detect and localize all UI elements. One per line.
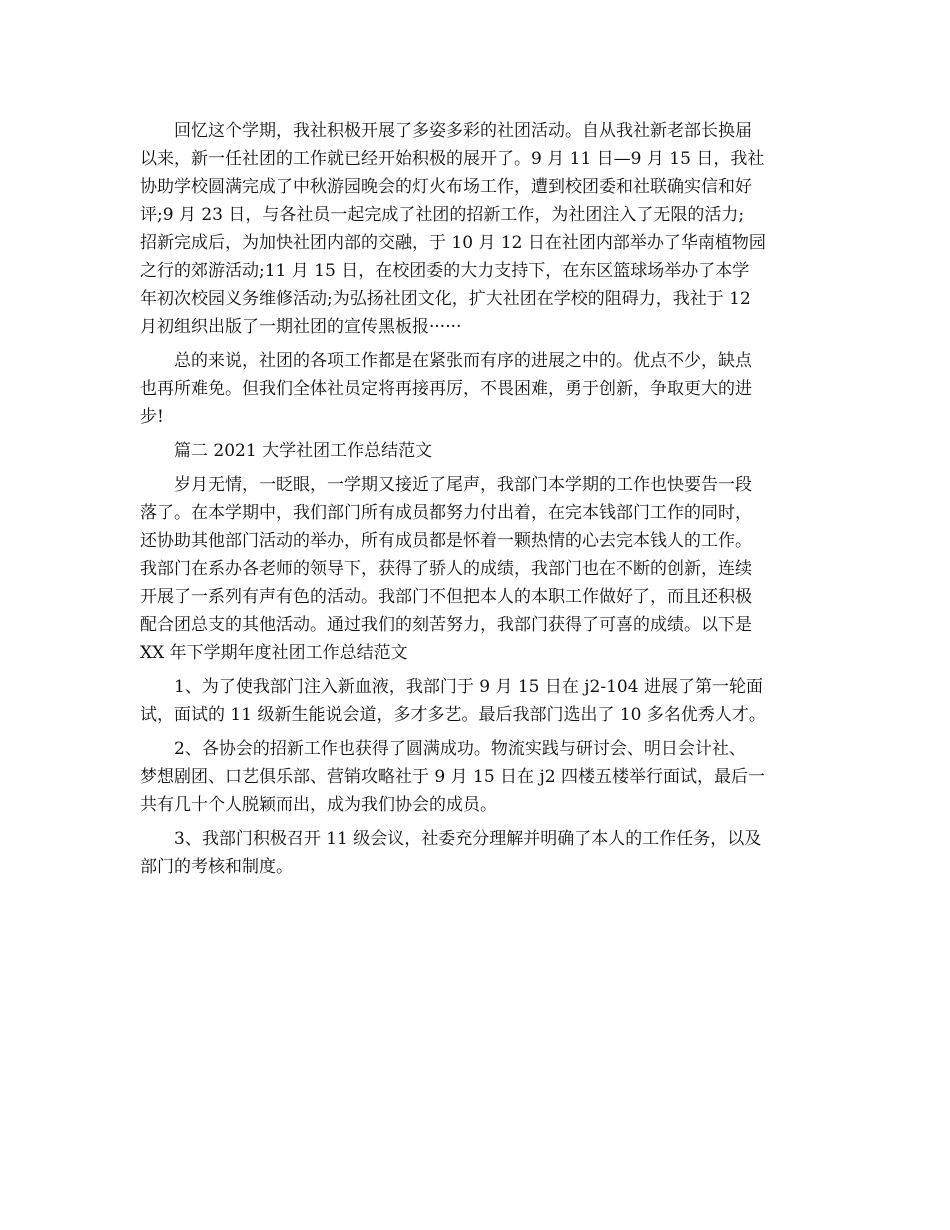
text-line: 试，面试的 11 级新生能说会道，多才多艺。最后我部门选出了 10 多名优秀人才。 — [140, 705, 766, 725]
text-line: 1、为了使我部门注入新血液，我部门于 9 月 15 日在 j2-104 进展了第一轮面 — [174, 677, 763, 697]
text-line: 部门的考核和制度。 — [140, 857, 293, 877]
text-line: 岁月无情，一眨眼，一学期又接近了尾声，我部门本学期的工作也快要告一段 — [174, 475, 752, 495]
text-line: 落了。在本学期中，我们部门所有成员都努力付出着，在完本钱部门工作的同时， — [140, 503, 752, 523]
text-line: 梦想剧团、口艺俱乐部、营销攻略社于 9 月 15 日在 j2 四楼五楼举行面试，最后一 — [140, 767, 765, 787]
text-line: 之行的郊游活动;11 月 15 日，在校团委的大力支持下，在东区篮球场举办了本学 — [140, 261, 750, 281]
paragraph-3 — [140, 471, 820, 667]
text-line: 月初组织出版了一期社团的宣传黑板报······ — [140, 317, 462, 337]
text-line: 步! — [140, 407, 164, 427]
section-heading: 篇二 2021 大学社团工作总结范文 — [174, 441, 433, 461]
paragraph-1 — [140, 117, 820, 341]
paragraph-5 — [140, 735, 820, 819]
paragraph-4 — [140, 673, 820, 729]
text-line: 总的来说，社团的各项工作都是在紧张而有序的进展之中的。优点不少，缺点 — [174, 351, 752, 371]
text-line: 我部门在系办各老师的领导下，获得了骄人的成绩，我部门也在不断的创新，连续 — [140, 559, 752, 579]
document-body — [140, 117, 820, 887]
text-line: XX 年下学期年度社团工作总结范文 — [140, 643, 408, 663]
text-line: 评;9 月 23 日，与各社员一起完成了社团的招新工作，为社团注入了无限的活力; — [140, 205, 745, 225]
text-line: 还协助其他部门活动的举办，所有成员都是怀着一颗热情的心去完本钱人的工作。 — [140, 531, 752, 551]
text-line: 回忆这个学期，我社积极开展了多姿多彩的社团活动。自从我社新老部长换届 — [174, 121, 752, 141]
text-line: 开展了一系列有声有色的活动。我部门不但把本人的本职工作做好了，而且还积极 — [140, 587, 752, 607]
paragraph-2 — [140, 347, 820, 431]
text-line: 3、我部门积极召开 11 级会议，社委充分理解并明确了本人的工作任务，以及 — [174, 829, 762, 849]
text-line: 招新完成后，为加快社团内部的交融，于 10 月 12 日在社团内部举办了华南植物园 — [140, 233, 766, 253]
text-line: 以来，新一任社团的工作就已经开始积极的展开了。9 月 11 日—9 月 15 日，我社 — [140, 149, 765, 169]
text-line: 配合团总支的其他活动。通过我们的刻苦努力，我部门获得了可喜的成绩。以下是 — [140, 615, 752, 635]
text-line: 也再所难免。但我们全体社员定将再接再厉，不畏困难，勇于创新，争取更大的进 — [140, 379, 752, 399]
text-line: 协助学校圆满完成了中秋游园晚会的灯火布场工作，遭到校团委和社联确实信和好 — [140, 177, 752, 197]
text-line: 2、各协会的招新工作也获得了圆满成功。物流实践与研讨会、明日会计社、 — [174, 739, 746, 759]
text-line: 年初次校园义务维修活动;为弘扬社团文化，扩大社团在学校的阻碍力，我社于 12 — [140, 289, 751, 309]
paragraph-6 — [140, 825, 820, 881]
text-line: 共有几十个人脱颖而出，成为我们协会的成员。 — [140, 795, 497, 815]
